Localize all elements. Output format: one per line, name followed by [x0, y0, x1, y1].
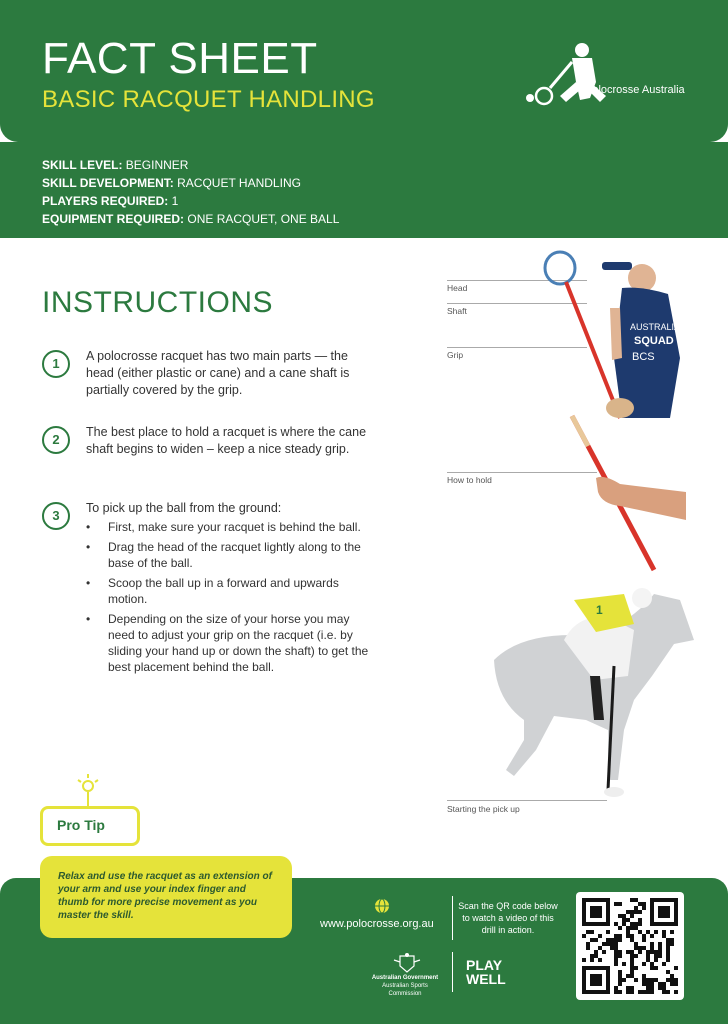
hand-holding-racquet-image [560, 410, 690, 574]
divider [452, 896, 453, 940]
page-title: FACT SHEET [42, 34, 318, 83]
players-required-row: PLAYERS REQUIRED: 1 [42, 194, 179, 208]
step-text: To pick up the ball from the ground: [86, 501, 282, 515]
globe-icon [374, 898, 390, 914]
gov-logo-text [368, 974, 442, 998]
label-grip: Grip [447, 350, 464, 360]
horse-rider-pickup-image [484, 580, 700, 800]
playwell-line: WELL [466, 971, 506, 987]
instructions-heading: INSTRUCTIONS [42, 286, 273, 319]
shirt-text: SQUAD [634, 335, 674, 347]
gov-line: Australian Sports Commission [382, 983, 428, 997]
pro-tip-text: Relax and use the racquet as an extension of your arm and use your index finger and thumb for more precise movement as you master the skill. [58, 871, 272, 921]
polocrosse-player-logo-icon [520, 38, 700, 118]
player-with-racquet-image [540, 248, 700, 434]
list-item: • Scoop the ball up in a forward and upwards motion. [86, 575, 376, 607]
skill-summary [0, 142, 728, 238]
skill-level-row: SKILL LEVEL: BEGINNER [42, 158, 189, 172]
coat-of-arms-icon [390, 952, 424, 974]
equipment-required-row: EQUIPMENT REQUIRED: ONE RACQUET, ONE BALL [42, 212, 340, 226]
label-shaft: Shaft [447, 306, 467, 316]
pro-tip-label: Pro Tip [57, 817, 105, 833]
step-number: 2 [42, 426, 70, 454]
label-pickup: Starting the pick up [447, 804, 520, 814]
jersey-number: 1 [596, 603, 603, 617]
step-number: 1 [42, 350, 70, 378]
scan-instructions: Scan the QR code below to watch a video of this drill in action. [458, 901, 558, 935]
list-item: • Depending on the size of your horse you may need to adjust your grip on the racquet (i.e. by sliding your hand up or down the shaft) to get the best placement behind the ball. [86, 611, 376, 675]
playwell-line: PLAY [466, 957, 503, 973]
gov-line: Australian Government [371, 975, 439, 981]
label-head: Head [447, 283, 468, 293]
step-text: The best place to hold a racquet is where the cane shaft begins to widen – keep a nice steady grip. [86, 425, 367, 456]
header-banner [0, 0, 728, 142]
step-number: 3 [42, 502, 70, 530]
pro-tip-badge [40, 806, 140, 846]
qr-code[interactable] [576, 892, 684, 1000]
website-link[interactable]: www.polocrosse.org.au [320, 918, 434, 930]
pro-tip-box [40, 856, 292, 938]
step-text: A polocrosse racquet has two main parts — the head (either plastic or cane) and a cane shaft is partially covered by the grip. [86, 349, 350, 397]
qr-code-icon [576, 892, 684, 1000]
step-content [86, 500, 376, 679]
pickup-bullet-list [86, 519, 376, 675]
list-item: • Drag the head of the racquet lightly along to the base of the ball. [86, 539, 376, 571]
label-line [447, 800, 607, 801]
org-name: Polocrosse Australia [585, 84, 685, 96]
label-how-to-hold: How to hold [447, 475, 492, 485]
page-subtitle: BASIC RACQUET HANDLING [42, 86, 375, 113]
shirt-text: AUSTRALIAN [630, 322, 687, 332]
lightbulb-icon [76, 774, 100, 806]
shirt-text: BCS [632, 351, 655, 363]
divider [452, 952, 453, 992]
play-well-logo [466, 958, 506, 986]
skill-development-row: SKILL DEVELOPMENT: RACQUET HANDLING [42, 176, 301, 190]
list-item: • First, make sure your racquet is behind the ball. [86, 519, 376, 535]
